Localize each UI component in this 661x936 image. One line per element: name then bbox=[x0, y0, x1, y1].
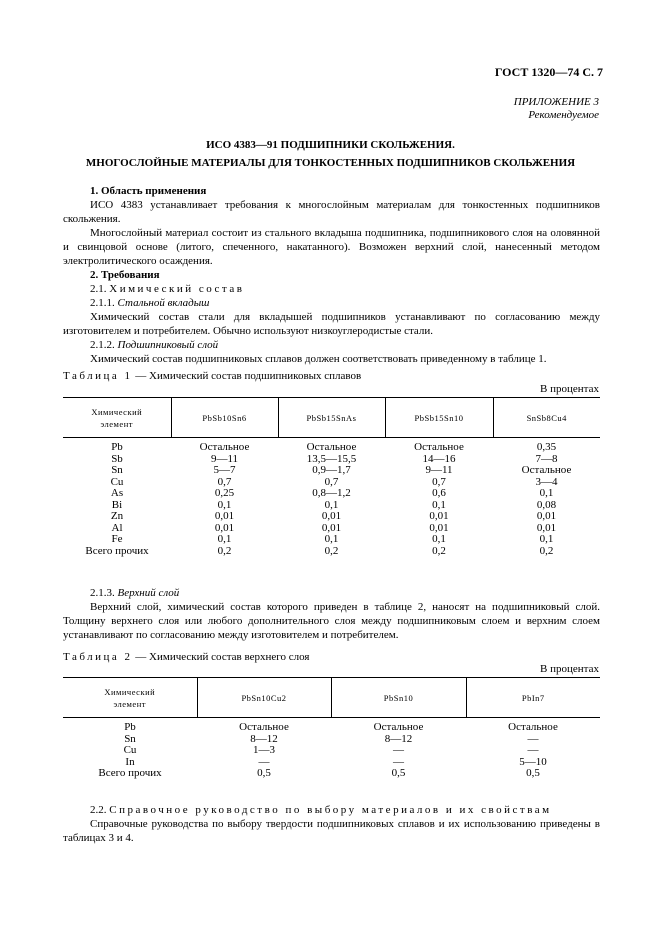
table-1-unit: В процентах bbox=[540, 383, 599, 395]
section-2-1-number: 2.1. bbox=[90, 283, 107, 295]
table-2-value-cell: 0,5 bbox=[526, 767, 540, 779]
table-1-value-cell: 0,1 bbox=[324, 498, 339, 511]
table-row bbox=[63, 546, 600, 558]
table-1-element-cell: Sb bbox=[111, 452, 123, 465]
table-2 bbox=[63, 677, 600, 780]
table-1-value-cell: 0,2 bbox=[324, 544, 339, 557]
section-2-1-1-title: Стальной вкладыш bbox=[117, 297, 210, 309]
table-1 bbox=[63, 397, 600, 557]
table-row bbox=[63, 768, 600, 780]
table-1-caption bbox=[63, 369, 361, 383]
table-1-value-cell: 9—11 bbox=[210, 452, 239, 465]
table-1-header-col-4: SnSb8Cu4 bbox=[493, 398, 600, 438]
table-row bbox=[63, 488, 600, 500]
table-row bbox=[63, 438, 600, 454]
section-2-1-2-text: Химический состав подшипниковых сплавов должен соответствовать приведенному в таблице 1. bbox=[90, 353, 547, 365]
table-1-value-cell: Остальное bbox=[414, 441, 464, 453]
table-2-value-cell: — bbox=[527, 744, 539, 756]
table-1-header-col-2: PbSb15SnAs bbox=[278, 398, 385, 438]
table-1-value-cell: Остальное bbox=[306, 441, 357, 453]
table-2-value-cell: 1—3 bbox=[253, 744, 275, 756]
table-1-value-cell: 0,01 bbox=[321, 521, 342, 534]
table-1-value-cell: 0,1 bbox=[432, 533, 446, 545]
document-title-line2: МНОГОСЛОЙНЫЕ МАТЕРИАЛЫ ДЛЯ ТОНКОСТЕННЫХ ПОДШИПНИКОВ СКОЛЬЖЕНИЯ bbox=[85, 157, 576, 169]
table-1-element-cell: Bi bbox=[111, 498, 123, 511]
table-2-element-cell: Pb bbox=[124, 721, 136, 733]
table-1-value-cell: 0,01 bbox=[214, 510, 235, 522]
table-1-value-cell: 0,7 bbox=[432, 475, 446, 488]
table-1-header-element-line1: Химический bbox=[91, 406, 143, 417]
table-1-value-cell: 0,2 bbox=[217, 544, 232, 557]
table-1-value-cell: 0,9—1,7 bbox=[312, 464, 351, 476]
table-2-caption-text: — Химический состав верхнего слоя bbox=[132, 651, 310, 663]
table-1-header-col-3: PbSb15Sn10 bbox=[385, 398, 493, 438]
table-2-body bbox=[63, 718, 600, 780]
section-1-paragraph-2: Многослойный материал состоит из стального вкладыша подшипника, подшипникового слоя на оловянной и свинцовой основе (литого, спеченного, накатанного). Возможен верхний слой, нанесенный методом электролитического осаждения. bbox=[63, 227, 600, 267]
table-1-value-cell: 0,01 bbox=[214, 521, 235, 534]
table-1-element-cell: Всего прочих bbox=[85, 544, 149, 557]
table-2-value-cell: 8—12 bbox=[250, 732, 278, 745]
table-1-value-cell: 0,01 bbox=[536, 510, 557, 522]
section-2-1-heading bbox=[63, 282, 600, 296]
table-1-value-cell: 0,1 bbox=[324, 533, 339, 545]
section-2-1-2-title: Подшипниковый слой bbox=[117, 339, 219, 351]
section-2-2 bbox=[63, 803, 600, 845]
table-1-value-cell: 7—8 bbox=[535, 452, 558, 465]
table-2-element-cell: Всего прочих bbox=[98, 767, 162, 779]
document-reference: ГОСТ 1320—74 С. 7 bbox=[494, 65, 603, 79]
table-2-value-cell: 5—10 bbox=[519, 755, 547, 768]
section-2-1-title: Химический состав bbox=[109, 283, 245, 295]
table-2-unit: В процентах bbox=[540, 663, 599, 675]
table-1-value-cell: 0,1 bbox=[539, 487, 554, 499]
table-1-value-cell: 0,01 bbox=[536, 521, 557, 534]
table-1-value-cell: 14—16 bbox=[422, 452, 456, 465]
table-1-element-cell: Zn bbox=[110, 510, 124, 522]
main-content bbox=[63, 184, 600, 366]
section-2-heading: 2. Требования bbox=[90, 269, 160, 281]
section-2-1-2-heading bbox=[63, 338, 600, 352]
table-1-header-element bbox=[63, 398, 171, 438]
table-1-value-cell: 0,8—1,2 bbox=[312, 487, 351, 499]
table-2-value-cell: 0,5 bbox=[391, 767, 406, 779]
section-2-1-1-number: 2.1.1. bbox=[90, 297, 115, 309]
section-2-1-3-text: Верхний слой, химический состав которого приведен в таблице 2, наносят на подшипниковый слой. Толщину верхнего слоя или любого дополнительного слоя между подшипниковым слоем и верхним слоем устанавливают по согласованию между изготовителем и потребителем. bbox=[63, 601, 600, 641]
table-1-value-cell: 0,1 bbox=[217, 533, 232, 545]
table-1-value-cell: 0,6 bbox=[432, 487, 446, 499]
table-2-value-cell: 8—12 bbox=[384, 732, 413, 745]
table-1-value-cell: 0,2 bbox=[432, 544, 446, 557]
section-2-1-3-heading bbox=[63, 586, 600, 600]
table-2-header-element-line2: элемент bbox=[113, 698, 146, 709]
table-2-value-cell: — bbox=[393, 755, 404, 768]
table-1-value-cell: 0,25 bbox=[214, 487, 235, 499]
table-2-value-cell: Остальное bbox=[508, 721, 558, 733]
appendix-status: Рекомендуемое bbox=[528, 109, 599, 121]
table-row bbox=[63, 718, 600, 734]
table-1-caption-text: — Химический состав подшипниковых сплавов bbox=[132, 370, 362, 382]
table-2-value-cell: 0,5 bbox=[257, 767, 271, 779]
table-1-value-cell: 0,2 bbox=[539, 544, 554, 557]
section-2-1-3-title: Верхний слой bbox=[117, 587, 180, 599]
table-row bbox=[63, 465, 600, 477]
table-row bbox=[63, 745, 600, 757]
table-row bbox=[63, 511, 600, 523]
table-2-element-cell: In bbox=[125, 755, 135, 768]
table-1-value-cell: Остальное bbox=[199, 441, 250, 453]
table-2-caption bbox=[63, 650, 309, 664]
table-2-value-cell: Остальное bbox=[239, 721, 289, 733]
section-2-1-2-number: 2.1.2. bbox=[90, 339, 115, 351]
table-1-header-row bbox=[63, 398, 600, 438]
table-1-value-cell: 0,1 bbox=[432, 498, 446, 511]
table-1-element-cell: As bbox=[110, 487, 124, 499]
table-row bbox=[63, 534, 600, 546]
table-1-value-cell: 0,35 bbox=[536, 441, 557, 453]
table-1-value-cell: Остальное bbox=[521, 464, 572, 476]
table-1-element-cell: Cu bbox=[110, 475, 124, 488]
table-1-value-cell: 9—11 bbox=[425, 464, 453, 476]
table-1-value-cell: 0,08 bbox=[536, 498, 557, 511]
document-title-line1: ИСО 4383—91 ПОДШИПНИКИ СКОЛЬЖЕНИЯ. bbox=[206, 139, 455, 151]
table-2-header-col-1: PbSn10Cu2 bbox=[197, 678, 331, 718]
table-2-header-element-line1: Химический bbox=[104, 686, 156, 697]
table-2-element-cell: Sn bbox=[124, 732, 136, 745]
section-2-2-heading bbox=[63, 803, 600, 817]
table-2-value-cell: Остальное bbox=[373, 721, 424, 733]
table-2-header-row bbox=[63, 678, 600, 718]
section-2-2-text: Справочные руководства по выбору твердости подшипниковых сплавов и их использованию приведены в таблицах 3 и 4. bbox=[63, 818, 600, 844]
table-1-value-cell: 13,5—15,5 bbox=[306, 452, 357, 465]
appendix-block bbox=[514, 96, 599, 122]
table-row bbox=[63, 734, 600, 746]
table-1-value-cell: 0,1 bbox=[539, 533, 554, 545]
table-1-element-cell: Al bbox=[111, 521, 123, 534]
table-1-body bbox=[63, 438, 600, 558]
table-2-header-col-3: PbIn7 bbox=[466, 678, 600, 718]
table-1-value-cell: 5—7 bbox=[213, 464, 236, 476]
table-1-element-cell: Fe bbox=[111, 533, 123, 545]
table-2-value-cell: — bbox=[258, 755, 270, 768]
table-1-value-cell: 0,01 bbox=[429, 510, 449, 522]
table-1-value-cell: 0,7 bbox=[217, 475, 232, 488]
section-2-1-3-number: 2.1.3. bbox=[90, 587, 115, 599]
table-2-header-element bbox=[63, 678, 197, 718]
appendix-label: ПРИЛОЖЕНИЕ 3 bbox=[513, 96, 599, 108]
table-2-caption-label: Таблица 2 bbox=[63, 651, 133, 663]
table-1-value-cell: 0,01 bbox=[429, 521, 449, 534]
table-1-value-cell: 3—4 bbox=[535, 475, 558, 488]
section-2-1-1-heading bbox=[63, 296, 600, 310]
table-1-caption-label: Таблица 1 bbox=[63, 370, 133, 382]
table-1-element-cell: Pb bbox=[111, 441, 123, 453]
table-2-value-cell: — bbox=[393, 744, 404, 756]
table-2-element-cell: Cu bbox=[123, 744, 137, 756]
table-1-value-cell: 0,1 bbox=[217, 498, 232, 511]
table-1-header-element-line2: элемент bbox=[100, 418, 133, 429]
section-1-heading: 1. Область применения bbox=[90, 185, 207, 197]
table-1-header-col-1: PbSb10Sn6 bbox=[171, 398, 278, 438]
section-2-1-1-text: Химический состав стали для вкладышей подшипников устанавливают по согласованию между изготовителем и потребителем. Обычно используют низкоуглеродистые стали. bbox=[63, 311, 600, 337]
table-2-value-cell: — bbox=[527, 732, 539, 745]
table-2-header-col-2: PbSn10 bbox=[331, 678, 466, 718]
section-2-2-number: 2.2. bbox=[90, 804, 107, 816]
table-1-value-cell: 0,7 bbox=[324, 475, 339, 488]
table-1-element-cell: Sn bbox=[111, 464, 123, 476]
section-2-2-title: Справочное руководство по выбору материалов и их свойствам bbox=[109, 804, 552, 816]
section-1-paragraph-1: ИСО 4383 устанавливает требования к многослойным материалам для тонкостенных подшипников скольжения. bbox=[63, 199, 600, 225]
table-1-value-cell: 0,01 bbox=[321, 510, 342, 522]
section-2-1-3 bbox=[63, 586, 600, 642]
